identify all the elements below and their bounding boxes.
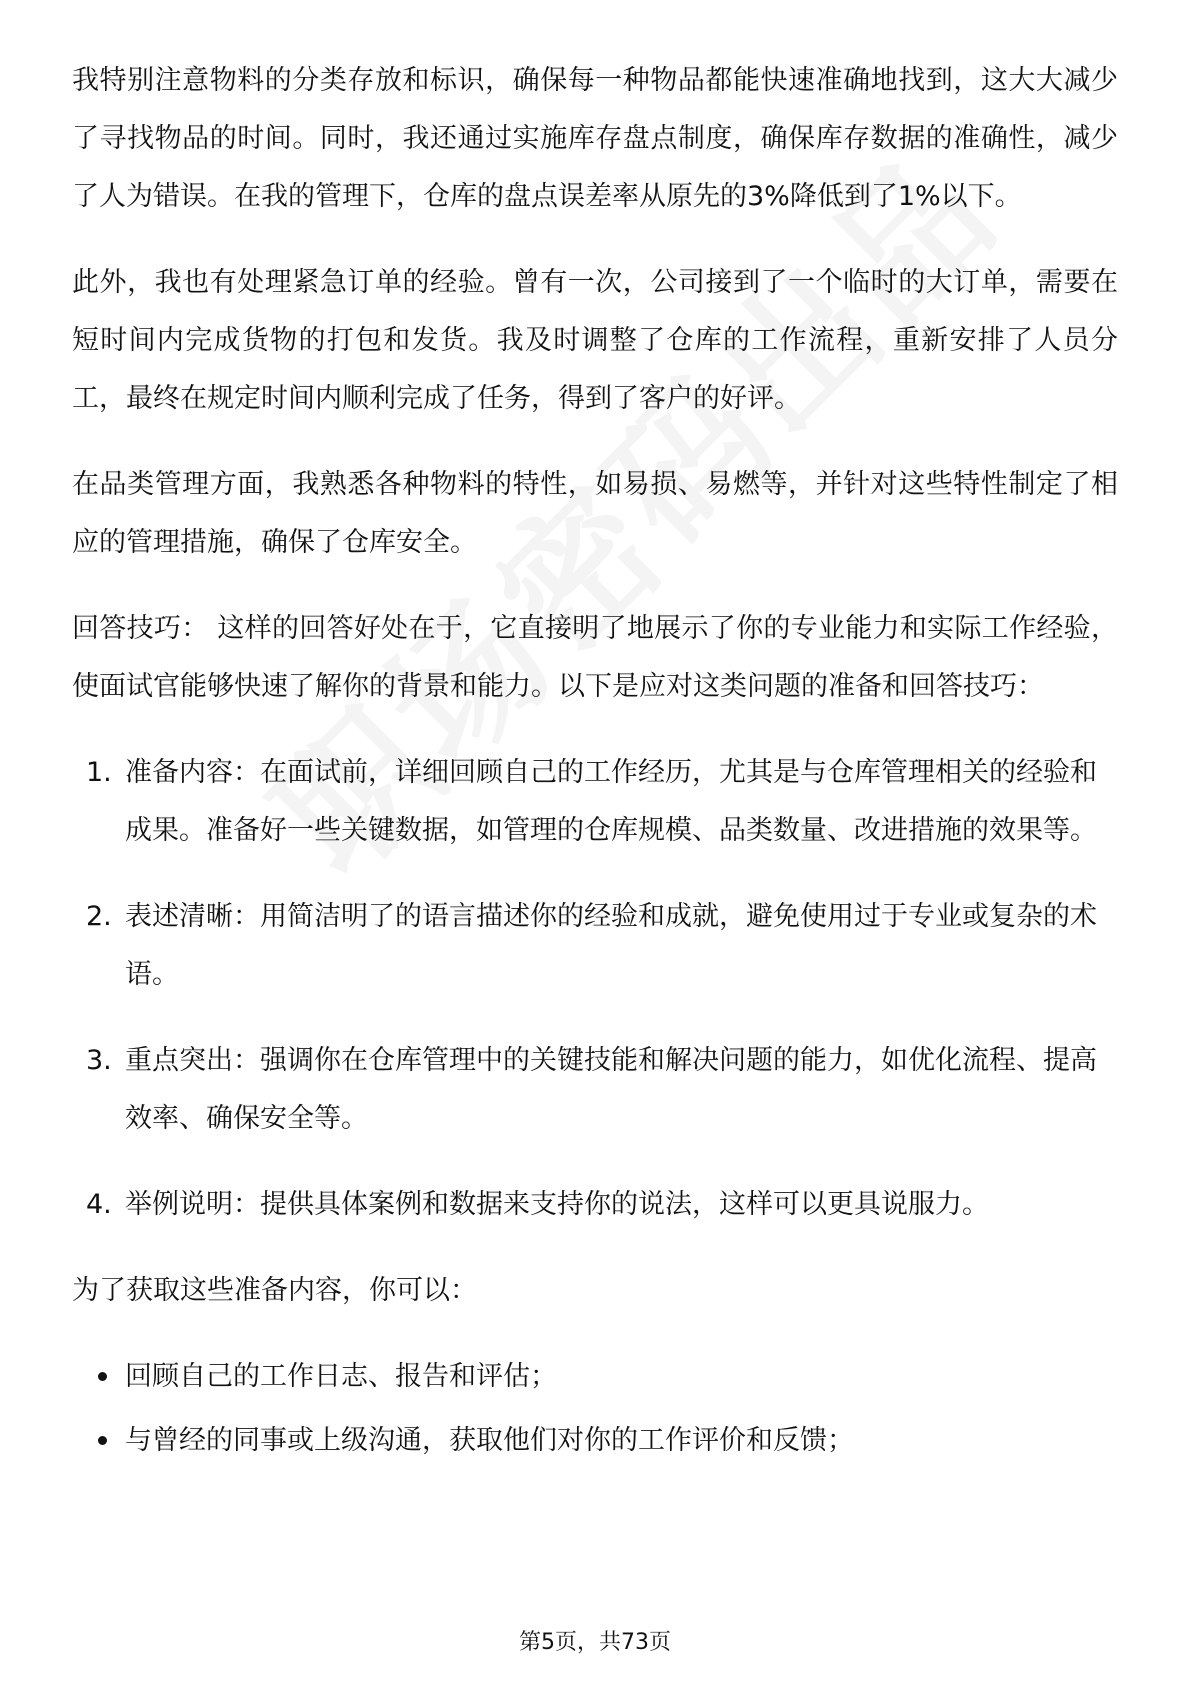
- bullet-item-text: 与曾经的同事或上级沟通，获取他们对你的工作评价和反馈；: [125, 1425, 854, 1456]
- list-item-text: 重点突出：强调你在仓库管理中的关键技能和解决问题的能力，如优化流程、提高效率、确保安全等。: [125, 1045, 1097, 1134]
- list-item: [72, 1032, 1118, 1148]
- paragraph: 此外，我也有处理紧急订单的经验。曾有一次，公司接到了一个临时的大订单，需要在短时间内完成货物的打包和发货。我及时调整了仓库的工作流程，重新安排了人员分工，最终在规定时间内顺利完成了任务，得到了客户的好评。: [72, 267, 1118, 414]
- list-number: 1.: [86, 757, 112, 788]
- list-item: [72, 888, 1118, 1004]
- list-number: 4.: [86, 1189, 112, 1220]
- list-item-text: 举例说明：提供具体案例和数据来支持你的说法，这样可以更具说服力。: [125, 1189, 989, 1220]
- bullet-list: [72, 1348, 1118, 1470]
- intro-line: 为了获取这些准备内容，你可以：: [72, 1275, 477, 1306]
- bullet-dot-icon: [98, 1436, 107, 1445]
- bullet-dot-icon: [98, 1372, 107, 1381]
- list-item: [72, 744, 1118, 860]
- page-footer: 第5页，共73页: [519, 1630, 671, 1655]
- paragraph: 在品类管理方面，我熟悉各种物料的特性，如易损、易燃等，并针对这些特性制定了相应的管理措施，确保了仓库安全。: [72, 469, 1118, 558]
- list-item-text: 表述清晰：用简洁明了的语言描述你的经验和成就，避免使用过于专业或复杂的术语。: [125, 901, 1097, 990]
- list-number: 3.: [86, 1045, 112, 1076]
- bullet-item-text: 回顾自己的工作日志、报告和评估；: [125, 1361, 557, 1392]
- bullet-item: [72, 1412, 1118, 1470]
- numbered-list: [72, 744, 1118, 1234]
- list-item: [72, 1176, 1118, 1234]
- list-number: 2.: [86, 901, 112, 932]
- paragraph: 回答技巧： 这样的回答好处在于，它直接明了地展示了你的专业能力和实际工作经验，使面试官能够快速了解你的背景和能力。以下是应对这类问题的准备和回答技巧：: [72, 613, 1118, 702]
- list-item-text: 准备内容：在面试前，详细回顾自己的工作经历，尤其是与仓库管理相关的经验和成果。准备好一些关键数据，如管理的仓库规模、品类数量、改进措施的效果等。: [125, 757, 1097, 846]
- page-content: [72, 52, 1118, 1476]
- paragraph: 我特别注意物料的分类存放和标识，确保每一种物品都能快速准确地找到，这大大减少了寻找物品的时间。同时，我还通过实施库存盘点制度，确保库存数据的准确性，减少了人为错误。在我的管理下，仓库的盘点误差率从原先的3%降低到了1%以下。: [72, 65, 1118, 212]
- bullet-item: [72, 1348, 1118, 1406]
